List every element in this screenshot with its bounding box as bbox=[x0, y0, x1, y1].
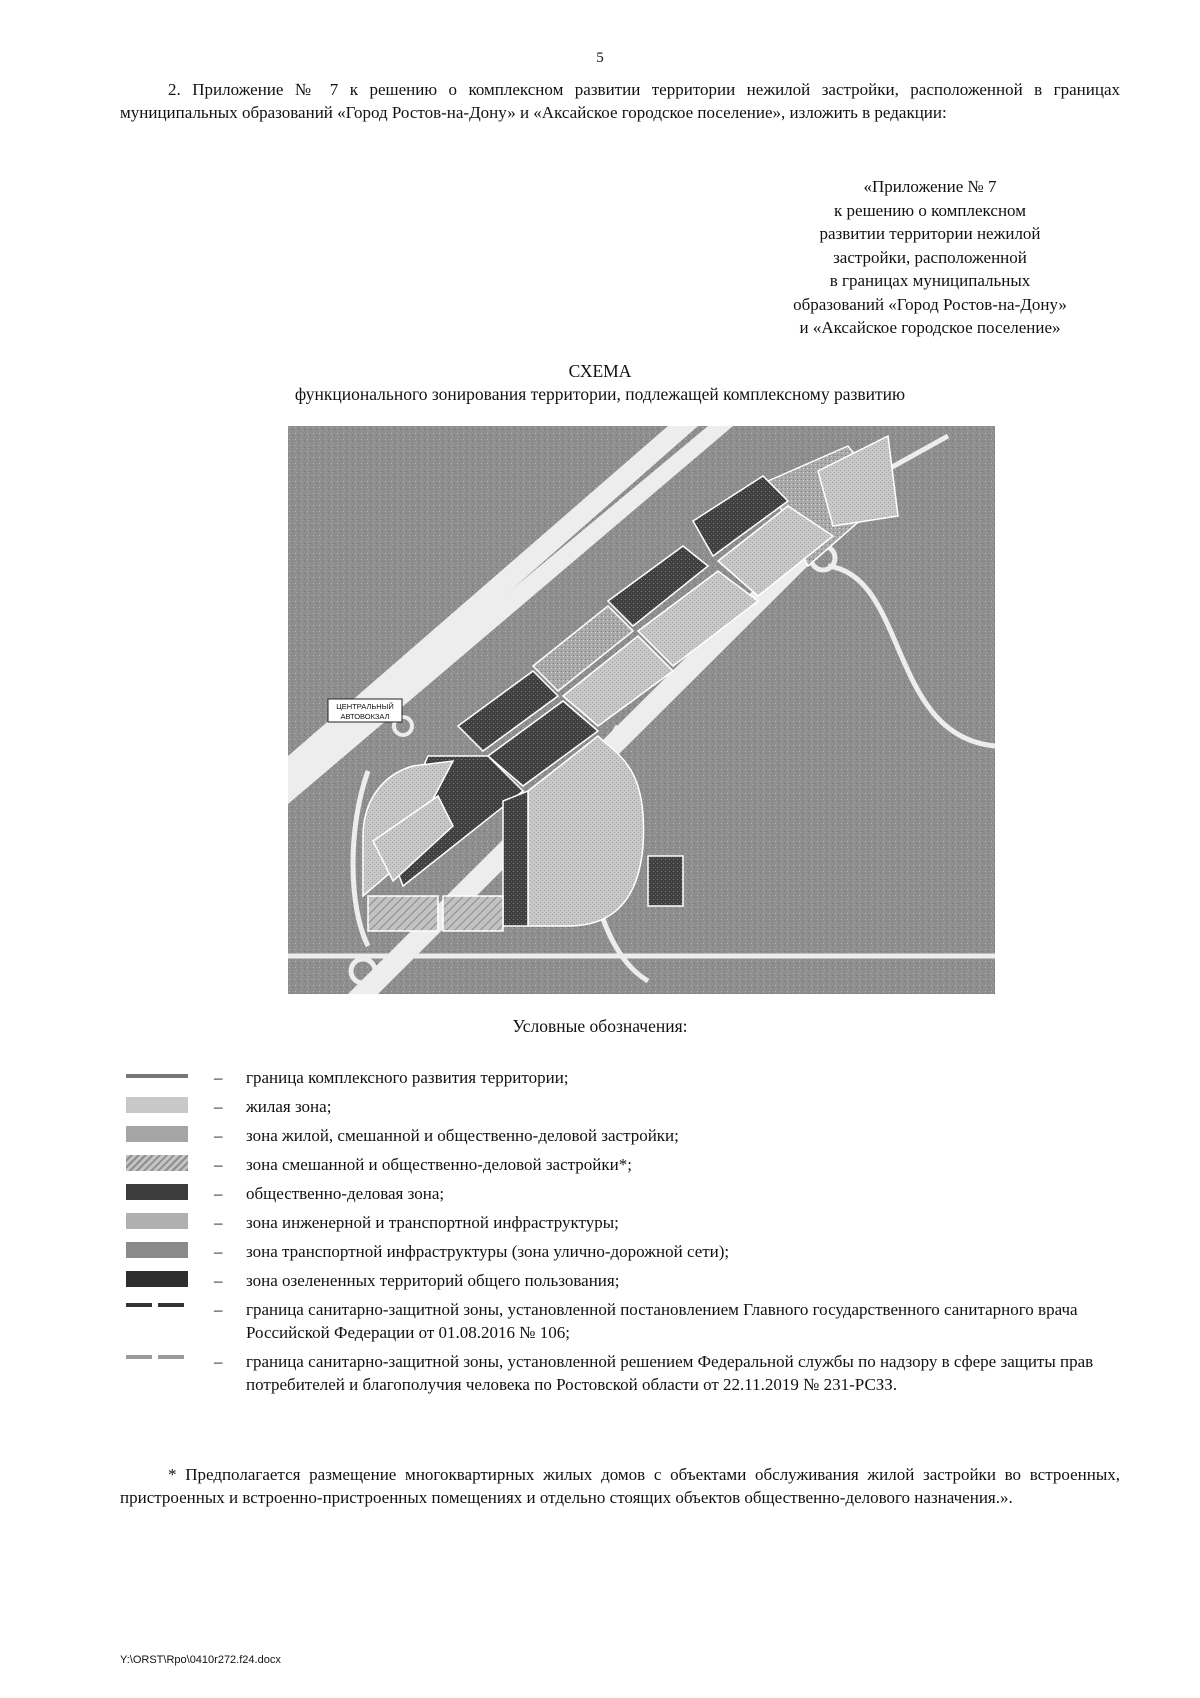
legend-text: граница комплексного развития территории; bbox=[246, 1068, 569, 1087]
footnote: * Предполагается размещение многоквартирных жилых домов с объектами обслуживания жилой застройки во встроенных, пристроенных и встроенно-пристроенных помещениях и отдельно стоящих объектов общественно-делового назначения.». bbox=[120, 1465, 1120, 1507]
legend-text: зона жилой, смешанной и общественно-деловой застройки; bbox=[246, 1126, 679, 1145]
appendix-line: и «Аксайское городское поселение» bbox=[799, 318, 1061, 337]
appendix-line: «Приложение № 7 bbox=[863, 177, 997, 196]
legend-swatch-dashed-light-line bbox=[126, 1355, 188, 1359]
appendix-line: к решению о комплексном bbox=[834, 200, 1026, 220]
legend-dash: – bbox=[214, 1068, 223, 1087]
legend-swatch-dashed-dark-line bbox=[126, 1303, 188, 1307]
legend-swatch-light-fill bbox=[126, 1097, 188, 1113]
map-label-bus-station-2: АВТОВОКЗАЛ bbox=[340, 712, 390, 721]
legend-swatch-boundary-line bbox=[126, 1074, 188, 1078]
legend-text: зона смешанной и общественно-деловой застройки*; bbox=[246, 1155, 632, 1174]
legend-swatch-hatched-fill bbox=[126, 1155, 188, 1171]
legend-swatch-darkest-fill bbox=[126, 1271, 188, 1287]
scheme-title: СХЕМА bbox=[568, 361, 632, 381]
legend-dash: – bbox=[214, 1352, 223, 1371]
appendix-line: развитии территории нежилой bbox=[819, 224, 1041, 243]
legend-dash: – bbox=[214, 1126, 223, 1145]
legend-text: зона транспортной инфраструктуры (зона улично-дорожной сети); bbox=[246, 1242, 730, 1261]
legend-title: Условные обозначения: bbox=[512, 1016, 688, 1036]
legend-text: граница санитарно-защитной зоны, установленной постановлением Главного государственного санитарного врача Российской Федерации от 01.08.2016 № 106; bbox=[246, 1300, 1078, 1342]
page-number: 5 bbox=[596, 50, 604, 66]
legend-dash: – bbox=[214, 1300, 223, 1319]
legend-text: граница санитарно-защитной зоны, установленной решением Федеральной службы по надзору в сфере защиты прав потребителей и благополучия человека по Ростовской области от 22.11.2019 № 231-РСЗЗ. bbox=[246, 1352, 1094, 1394]
appendix-line: застройки, расположенной bbox=[833, 247, 1027, 267]
legend-swatch-dark-fill bbox=[126, 1184, 188, 1200]
intro-paragraph: 2. Приложение № 7 к решению о комплексном развитии территории нежилой застройки, расположенной в границах муниципальных образований «Город Ростов-на-Дону» и «Аксайское городское поселение», изложить в редакции: bbox=[120, 80, 1120, 122]
file-path: Y:\ORST\Rpo\0410r272.f24.docx bbox=[120, 1654, 281, 1666]
scheme-subtitle: функционального зонирования территории, подлежащей комплексному развитию bbox=[294, 384, 906, 404]
legend-text: зона озелененных территорий общего пользования; bbox=[246, 1271, 620, 1290]
appendix-line: в границах муниципальных bbox=[829, 271, 1031, 290]
legend-dash: – bbox=[214, 1097, 223, 1116]
legend-dash: – bbox=[214, 1271, 223, 1290]
zoning-map bbox=[288, 426, 995, 994]
scheme-heading bbox=[0, 360, 1200, 406]
legend-dash: – bbox=[214, 1155, 223, 1174]
legend-swatch-medium-fill bbox=[126, 1126, 188, 1142]
legend-text: жилая зона; bbox=[246, 1097, 332, 1116]
legend-dash: – bbox=[214, 1242, 223, 1261]
legend-swatch-medium-light-fill bbox=[126, 1213, 188, 1229]
map-label-bus-station-1: ЦЕНТРАЛЬНЫЙ bbox=[336, 702, 394, 711]
legend-dash: – bbox=[214, 1213, 223, 1232]
legend-dash: – bbox=[214, 1184, 223, 1203]
appendix-line: образований «Город Ростов-на-Дону» bbox=[793, 294, 1067, 314]
legend-text: общественно-деловая зона; bbox=[246, 1184, 445, 1203]
legend-text: зона инженерной и транспортной инфраструктуры; bbox=[246, 1213, 619, 1232]
appendix-header bbox=[750, 175, 1110, 340]
legend-swatch-solid-gray-fill bbox=[126, 1242, 188, 1258]
